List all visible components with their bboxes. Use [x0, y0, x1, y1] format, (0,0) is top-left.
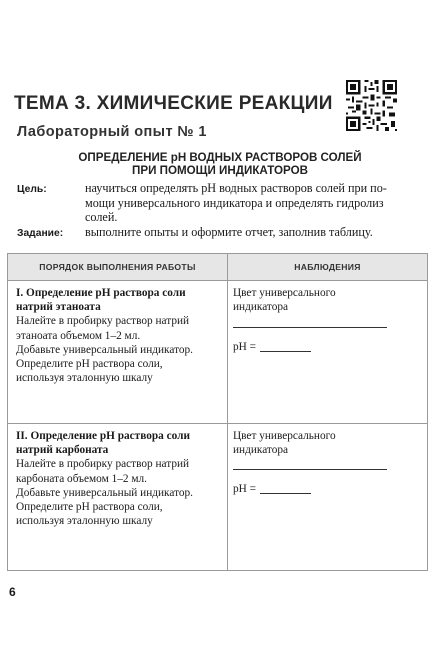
- goal-line: солей.: [85, 210, 118, 224]
- row-1-ph-label: рН =: [233, 341, 257, 353]
- row-1-observation-label: индикатора: [233, 301, 289, 314]
- table-header: [8, 254, 427, 281]
- row-2-instruction: Добавьте универсальный индикатор.: [16, 486, 194, 499]
- col-header-observations: НАБЛЮДЕНИЯ: [294, 262, 361, 272]
- goal-term: Цель:: [17, 184, 47, 195]
- goal-text: [85, 181, 407, 225]
- col-header-procedure: ПОРЯДОК ВЫПОЛНЕНИЯ РАБОТЫ: [39, 262, 196, 272]
- row-2-ph-label: рН =: [233, 483, 257, 495]
- row-1-instruction: Определите рН раствора соли,: [16, 358, 163, 371]
- table-row-1-observations: [233, 286, 413, 314]
- row-2-color-answer-line[interactable]: [233, 469, 387, 470]
- row-1-title-line-2: натрий этаноата: [16, 301, 101, 314]
- row-1-instruction: используя эталонную шкалу: [16, 372, 153, 385]
- row-2-observation-label: индикатора: [233, 444, 289, 457]
- row-1-color-answer-line[interactable]: [233, 327, 387, 328]
- table-row-2-procedure: [16, 429, 224, 528]
- task-text: выполните опыты и оформите отчет, заполнив таблицу.: [85, 225, 373, 239]
- row-1-instruction: Добавьте универсальный индикатор.: [16, 343, 194, 356]
- row-2-instruction: карбоната объемом 1–2 мл.: [16, 472, 147, 485]
- heading-line-1: ОПРЕДЕЛЕНИЕ pH ВОДНЫХ РАСТВОРОВ СОЛЕЙ: [78, 151, 362, 164]
- row-2-instruction: Определите рН раствора соли,: [16, 501, 163, 514]
- row-1-ph-answer-line[interactable]: [260, 351, 311, 352]
- qr-code-icon: [346, 80, 397, 131]
- report-table: [7, 253, 428, 571]
- row-2-instruction: используя эталонную шкалу: [16, 515, 153, 528]
- table-row-1-procedure: [16, 286, 224, 385]
- row-1-instruction: этаноата объемом 1–2 мл.: [16, 329, 141, 342]
- row-divider: [8, 423, 427, 424]
- row-1-instruction: Налейте в пробирку раствор натрий: [16, 315, 190, 328]
- column-divider: [227, 254, 228, 570]
- row-2-instruction: Налейте в пробирку раствор натрий: [16, 458, 190, 471]
- row-2-title-line-1: II. Определение рН раствора соли: [16, 430, 190, 442]
- row-2-title-line-2: натрий карбоната: [16, 444, 109, 457]
- task-term: Задание:: [17, 228, 64, 239]
- page-number: 6: [9, 585, 16, 599]
- topic-title: ТЕМА 3. ХИМИЧЕСКИЕ РЕАКЦИИ: [14, 93, 333, 114]
- heading-line-2: ПРИ ПОМОЩИ ИНДИКАТОРОВ: [132, 164, 308, 177]
- experiment-heading: [60, 151, 380, 177]
- row-2-observation-label: Цвет универсального: [233, 430, 336, 442]
- row-1-title-line-1: I. Определение рН раствора соли: [16, 287, 186, 299]
- row-1-observation-label: Цвет универсального: [233, 287, 336, 299]
- goal-line: научиться определять рН водных растворов солей при по-: [85, 181, 387, 195]
- row-2-ph-answer-line[interactable]: [260, 493, 311, 494]
- lab-title: Лабораторный опыт № 1: [17, 124, 207, 140]
- goal-line: мощи универсального индикатора и определять гидролиз: [85, 195, 384, 210]
- table-row-2-observations: [233, 429, 413, 457]
